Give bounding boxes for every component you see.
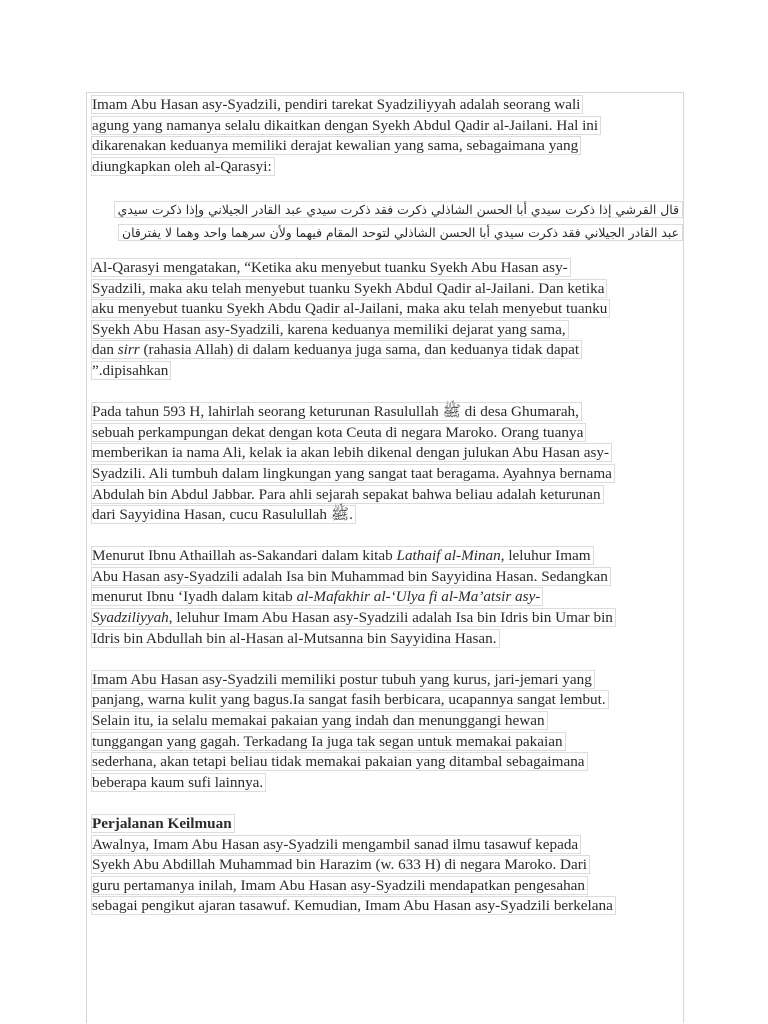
text-line: ”.dipisahkan (91, 361, 171, 380)
text-fragment: , leluhur Imam Abu Hasan asy-Syadzili adalah Isa bin Idris bin Umar bin (168, 609, 613, 627)
text-fragment: menurut Ibnu ‘Iyadh dalam kitab (92, 588, 297, 606)
text-line: sebuah perkampungan dekat dengan kota Ceuta di negara Maroko. Orang tuanya (91, 423, 586, 442)
text-fragment: Menurut Ibnu Athaillah as-Sakandari dalam kitab (92, 547, 397, 565)
book-title: Lathaif al-Minan (396, 547, 501, 565)
text-line: Syadzili, maka aku telah menyebut tuanku Syekh Abdul Qadir al-Jailani. Dan ketika (91, 279, 607, 298)
text-line: memberikan ia nama Ali, kelak ia akan lebih dikenal dengan julukan Abu Hasan asy- (91, 443, 612, 462)
section-journey (91, 814, 683, 917)
italic-term: sirr (117, 341, 140, 359)
paragraph-lineage (91, 546, 683, 649)
arabic-line: قال القرشي إذا ذكرت سيدي أبا الحسن الشاذلي ذكرت فقد ذكرت سيدي عبد القادر الجيلاني وإذا ذكرت سيدي (114, 201, 683, 218)
text-line: Imam Abu Hasan asy-Syadzili memiliki postur tubuh yang kurus, jari-jemari yang (91, 670, 595, 689)
text-line: Awalnya, Imam Abu Hasan asy-Syadzili mengambil sanad ilmu tasawuf kepada (91, 835, 581, 854)
arabic-quote (105, 198, 683, 244)
text-line: Syadzili. Ali tumbuh dalam lingkungan yang sangat taat beragama. Ayahnya bernama (91, 464, 615, 483)
section-heading: Perjalanan Keilmuan (91, 814, 235, 833)
text-fragment: dan (92, 341, 118, 359)
paragraph-birth (91, 402, 683, 526)
text-line (91, 546, 594, 565)
text-line: Syekh Abu Abdillah Muhammad bin Harazim (w. 633 H) di negara Maroko. Dari (91, 855, 590, 874)
text-line: panjang, warna kulit yang bagus.Ia sangat fasih berbicara, ucapannya sangat lembut. (91, 690, 609, 709)
text-line: Abu Hasan asy-Syadzili adalah Isa bin Muhammad bin Sayyidina Hasan. Sedangkan (91, 567, 611, 586)
text-line: Selain itu, ia selalu memakai pakaian yang indah dan menunggangi hewan (91, 711, 548, 730)
text-line: beberapa kaum sufi lainnya. (91, 773, 266, 792)
text-line: Idris bin Abdullah bin al-Hasan al-Mutsanna bin Sayyidina Hasan. (91, 629, 500, 648)
text-line: sebagai pengikut ajaran tasawuf. Kemudian, Imam Abu Hasan asy-Syadzili berkelana (91, 896, 616, 915)
text-line: Pada tahun 593 H, lahirlah seorang keturunan Rasulullah ﷺ di desa Ghumarah, (91, 402, 582, 421)
book-title: al-Mafakhir al-‘Ulya fi al-Ma’atsir asy- (296, 588, 541, 606)
paragraph-appearance (91, 670, 683, 794)
arabic-line: عبد القادر الجيلاني فقد ذكرت سيدي أبا الحسن الشاذلي لتوحد المقام فيهما ولأن سرهما واحد وهما لا يفترقان (118, 224, 683, 241)
text-line: Imam Abu Hasan asy-Syadzili, pendiri tarekat Syadziliyyah adalah seorang wali (91, 95, 583, 114)
paragraph-intro (91, 95, 683, 177)
text-line: agung yang namanya selalu dikaitkan dengan Syekh Abdul Qadir al-Jailani. Hal ini (91, 116, 601, 135)
text-line: tunggangan yang gagah. Terkadang Ia juga tak segan untuk memakai pakaian (91, 732, 566, 751)
text-line (91, 340, 582, 359)
text-fragment: (rahasia Allah) di dalam keduanya juga sama, dan keduanya tidak dapat (139, 341, 580, 359)
text-line (91, 587, 543, 606)
book-title: Syadziliyyah (92, 609, 169, 627)
text-line: Syekh Abu Hasan asy-Syadzili, karena keduanya memiliki dejarat yang sama, (91, 320, 569, 339)
text-line: aku menyebut tuanku Syekh Abdu Qadir al-Jailani, maka aku telah menyebut tuanku (91, 299, 610, 318)
text-line: Al-Qarasyi mengatakan, “Ketika aku menyebut tuanku Syekh Abu Hasan asy- (91, 258, 571, 277)
document-body (91, 95, 683, 917)
paragraph-translation (91, 258, 683, 382)
document-page (86, 92, 684, 1023)
text-fragment: , leluhur Imam (500, 547, 591, 565)
text-line: dari Sayyidina Hasan, cucu Rasulullah ﷺ. (91, 505, 356, 524)
text-line (91, 608, 616, 627)
text-line: guru pertamanya inilah, Imam Abu Hasan asy-Syadzili mendapatkan pengesahan (91, 876, 588, 895)
text-line: diungkapkan oleh al-Qarasyi: (91, 157, 275, 176)
text-line: Abdulah bin Abdul Jabbar. Para ahli sejarah sepakat bahwa beliau adalah keturunan (91, 485, 604, 504)
text-line: dikarenakan keduanya memiliki derajat kewalian yang sama, sebagaimana yang (91, 136, 581, 155)
text-line: sederhana, akan tetapi beliau tidak memakai pakaian yang ditambal sebagaimana (91, 752, 588, 771)
